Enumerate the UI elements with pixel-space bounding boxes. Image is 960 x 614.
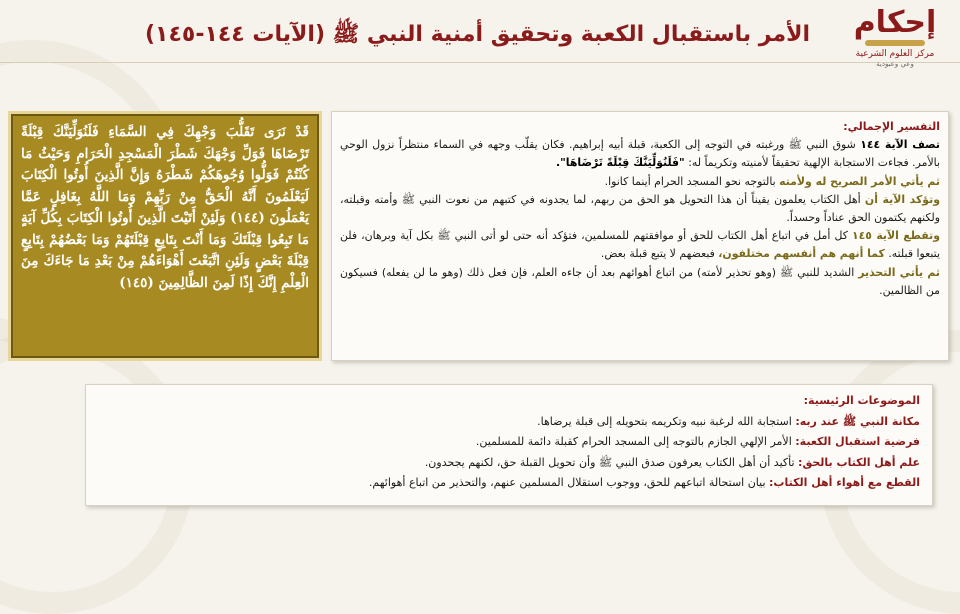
tafsir-lead: وتؤكد الآية أن <box>864 192 940 206</box>
logo-subtitle: مركز العلوم الشرعية <box>855 49 935 59</box>
logo <box>840 6 950 76</box>
logo-accent <box>865 40 925 46</box>
logo-tagline: وعي وعبودية <box>876 60 914 68</box>
tafsir-paragraph <box>340 264 940 300</box>
topic-value: الأمر الإلهي الجازم بالتوجه إلى المسجد الحرام كقبلة دائمة للمسلمين. <box>475 435 796 448</box>
topic-key: فرضية استقبال الكعبة: <box>795 435 920 448</box>
tafsir-text: أهل الكتاب يعلمون يقيناً أن هذا التحويل هو الحق من ربهم، لما يجدونه في كتبهم من نعوت النبي ﷺ وأمته وقبلته، ولكنهم يكتمون الحق عناداً وحسداً. <box>340 192 940 225</box>
topic-value: استجابة الله لرغبة نبيه وتكريمه بتحويله إلى قبلة يرضاها. <box>537 414 796 428</box>
tafsir-text: فبعضهم لا يتبع قبلة بعض. <box>600 247 719 261</box>
topic-item <box>98 473 920 494</box>
tafsir-heading: التفسير الإجمالي: <box>843 120 940 133</box>
topic-item <box>98 412 920 433</box>
verse-text: قَدْ نَرَى تَقَلُّبَ وَجْهِكَ فِي السَّمَاءِ فَلَنُوَلِّيَنَّكَ قِبْلَةً تَرْضَاهَا فَوَلِّ وَجْهَكَ شَطْرَ الْمَسْجِدِ الْحَرَامِ وَحَيْثُ مَا كُنْتُمْ فَوَلُّوا وُجُوهَكُمْ شَطْرَهُ وَإِنَّ الَّذِينَ أُوتُوا الْكِتَابَ لَيَعْلَمُونَ أَنَّهُ الْحَقُّ مِنْ رَبِّهِمْ وَمَا اللَّهُ بِغَافِلٍ عَمَّا يَعْمَلُونَ (١٤٤) وَلَئِنْ أَتَيْتَ الَّذِينَ أُوتُوا الْكِتَابَ بِكُلِّ آيَةٍ مَا تَبِعُوا قِبْلَتَكَ وَمَا أَنْتَ بِتَابِعٍ قِبْلَتَهُمْ وَمَا بَعْضُهُمْ بِتَابِعٍ قِبْلَةَ بَعْضٍ وَلَئِنِ اتَّبَعْتَ أَهْوَاءَهُمْ مِنْ بَعْدِ مَا جَاءَكَ مِنَ الْعِلْمِ إِنَّكَ إِذًا لَمِنَ الظَّالِمِينَ (١٤٥) <box>21 124 309 291</box>
tafsir-text: الشديد للنبي ﷺ (وهو تحذير لأمته) من اتباع أهوائهم بعد أن جاءه العلم، فإن فعل ذلك (وهو ما لن يفعله) فسيكون من الظالمين. <box>340 265 940 297</box>
page-title: الأمر باستقبال الكعبة وتحقيق أمنية النبي ﷺ (الآيات ١٤٤-١٤٥) <box>144 22 810 47</box>
tafsir-paragraph <box>340 136 940 172</box>
topic-item <box>98 432 920 453</box>
tafsir-paragraph <box>340 191 940 227</box>
topic-value: بيان استحالة اتباعهم للحق، ووجوب استقلال المسلمين عنهم، والتحذير من اتباع أهوائهم. <box>368 476 770 489</box>
topics-heading: الموضوعات الرئيسية: <box>803 394 920 407</box>
tafsir-lead: تصف الآية ١٤٤ <box>860 138 940 152</box>
topics-panel <box>85 384 933 506</box>
tafsir-text: كل أمل في اتباع أهل الكتاب للحق أو موافقتهم للمسلمين، فتؤكد أنه حتى لو أتى النبي ﷺ بكل آية وبرهان، فلن يتبعوا قبلته. <box>340 229 940 261</box>
topic-key: القطع مع أهواء أهل الكتاب: <box>769 476 920 489</box>
logo-mark: إحكام <box>853 5 937 40</box>
tafsir-paragraph <box>340 227 940 263</box>
topic-key: مكانة النبي ﷺ عند ربه: <box>795 414 920 428</box>
tafsir-lead: وتقطع الآية ١٤٥ <box>851 229 940 243</box>
verse-panel <box>8 111 322 361</box>
tafsir-paragraph <box>340 173 940 191</box>
topic-item <box>98 453 920 474</box>
tafsir-highlight: كما أنهم هم أنفسهم مختلفون، <box>718 247 885 261</box>
tafsir-lead: ثم يأتي الأمر الصريح له ولأمته <box>779 174 940 188</box>
tafsir-panel <box>331 111 949 361</box>
tafsir-text: بالتوجه نحو المسجد الحرام أينما كانوا. <box>604 174 780 188</box>
topic-value: تأكيد أن أهل الكتاب يعرفون صدق النبي ﷺ وأن تحويل القبلة حق، لكنهم يجحدون. <box>424 455 799 469</box>
tafsir-text: شوق النبي ﷺ ورغبته في التوجه إلى الكعبة، قبلة أبيه إبراهيم. فكان يقلّب وجهه في السماء منتظراً نزول الوحي بالأمر. فجاءت الاستجابة الإلهية تحقيقاً لأمنيته وتكريماً له: <box>340 138 940 170</box>
tafsir-lead: ثم يأتي التحذير <box>858 265 940 279</box>
header-divider <box>0 62 960 63</box>
tafsir-quote: "فَلَنُوَلِّيَنَّكَ قِبْلَةً تَرْضَاهَا". <box>555 156 685 170</box>
topic-key: علم أهل الكتاب بالحق: <box>798 455 920 469</box>
